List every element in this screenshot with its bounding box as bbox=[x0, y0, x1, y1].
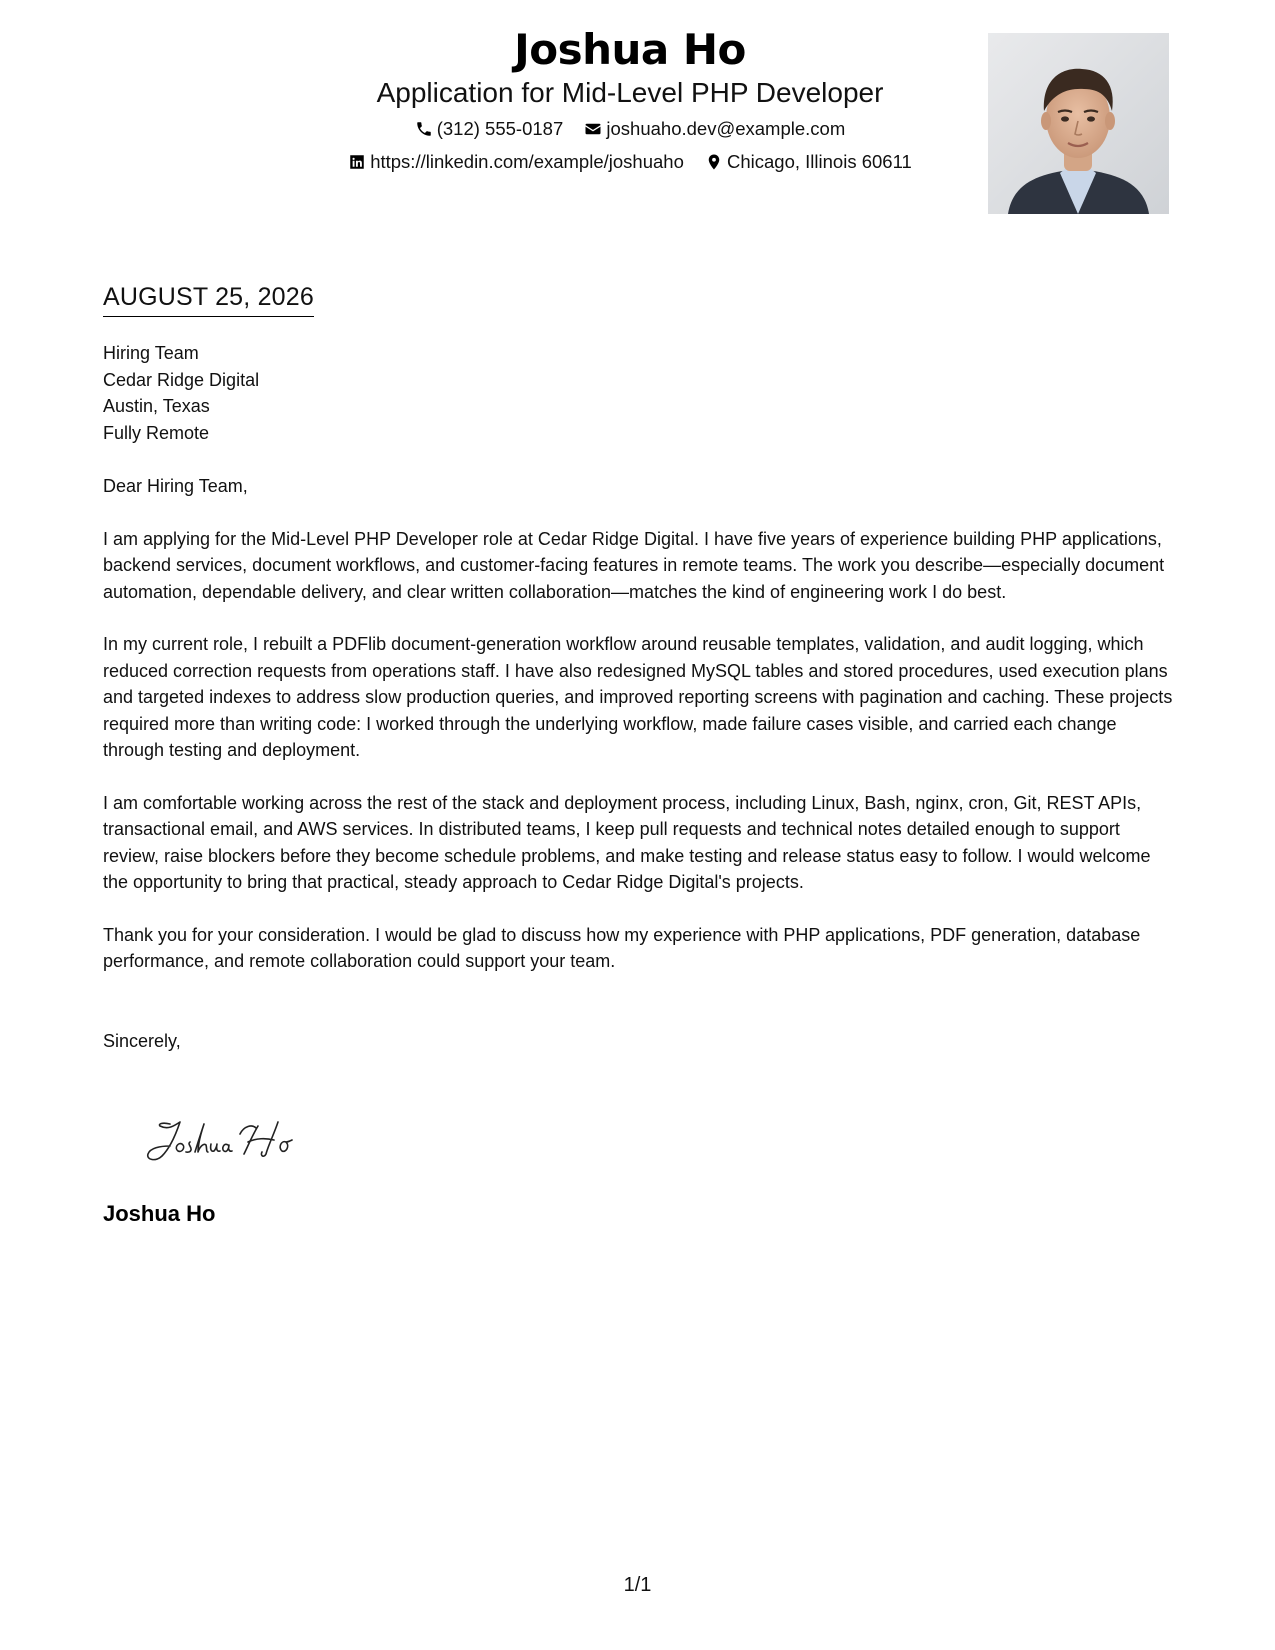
letter-header bbox=[300, 24, 960, 177]
envelope-icon bbox=[584, 120, 602, 138]
letter-body bbox=[103, 340, 1178, 1054]
application-title: Application for Mid-Level PHP Developer bbox=[376, 77, 884, 108]
phone-icon bbox=[415, 120, 433, 138]
signer-name: Joshua Ho bbox=[103, 1201, 216, 1226]
body-paragraph: I am applying for the Mid-Level PHP Developer role at Cedar Ridge Digital. I have five years of experience building PHP applications, backend services, document workflows, and customer-facing features in remote teams. The work you describe—especially document automation, dependable delivery, and clear written collaboration—matches the kind of engineering work I do best. bbox=[103, 528, 1165, 602]
location-text: Chicago, Illinois 60611 bbox=[727, 151, 912, 172]
signature-image bbox=[140, 1112, 330, 1168]
contact-line-1 bbox=[300, 117, 960, 144]
closing-line: Sincerely, bbox=[103, 1030, 181, 1051]
recipient-line: Austin, Texas bbox=[103, 396, 210, 416]
body-paragraph: Thank you for your consideration. I would be glad to discuss how my experience with PHP applications, PDF generation, database performance, and remote collaboration could support your team. bbox=[103, 924, 1141, 971]
contact-email[interactable] bbox=[584, 117, 845, 141]
linkedin-url[interactable]: https://linkedin.com/example/joshuaho bbox=[370, 151, 684, 172]
recipient-line: Hiring Team bbox=[103, 343, 199, 363]
contact-linkedin[interactable] bbox=[348, 150, 684, 174]
map-pin-icon bbox=[705, 153, 723, 171]
letter-date: AUGUST 25, 2026 bbox=[103, 280, 314, 317]
body-paragraph: I am comfortable working across the rest of the stack and deployment process, including Linux, Bash, nginx, cron, Git, REST APIs, transactional email, and AWS services. In distributed teams, I keep pull requests and technical notes detailed enough to support review, raise blockers before they become schedule problems, and make testing and release status easy to follow. I would welcome the opportunity to bring that practical, steady approach to Cedar Ridge Digital's projects. bbox=[103, 792, 1151, 892]
page-number: 1/1 bbox=[623, 1574, 652, 1596]
profile-photo bbox=[988, 33, 1169, 214]
contact-phone bbox=[415, 117, 564, 141]
phone-number: (312) 555-0187 bbox=[436, 118, 564, 139]
handwritten-signature bbox=[140, 1112, 330, 1168]
recipient-block bbox=[103, 340, 1178, 446]
recipient-line: Fully Remote bbox=[103, 422, 210, 443]
linkedin-icon bbox=[348, 153, 366, 171]
body-paragraph: In my current role, I rebuilt a PDFlib document-generation workflow around reusable templates, validation, and audit logging, which reduced correction requests from operations staff. I have also redesigned MySQL tables and stored procedures, used execution plans and targeted indexes to address slow production queries, and improved reporting screens with pagination and caching. These projects required more than writing code: I worked through the underlying workflow, made failure cases visible, and carried each change through testing and deployment. bbox=[103, 634, 1173, 760]
salutation: Dear Hiring Team, bbox=[103, 476, 248, 496]
email-address[interactable]: joshuaho.dev@example.com bbox=[606, 118, 846, 139]
recipient-line: Cedar Ridge Digital bbox=[103, 369, 260, 390]
portrait-image bbox=[988, 33, 1169, 214]
contact-location bbox=[705, 150, 912, 174]
applicant-name: Joshua Ho bbox=[514, 25, 746, 74]
contact-line-2 bbox=[300, 150, 960, 177]
